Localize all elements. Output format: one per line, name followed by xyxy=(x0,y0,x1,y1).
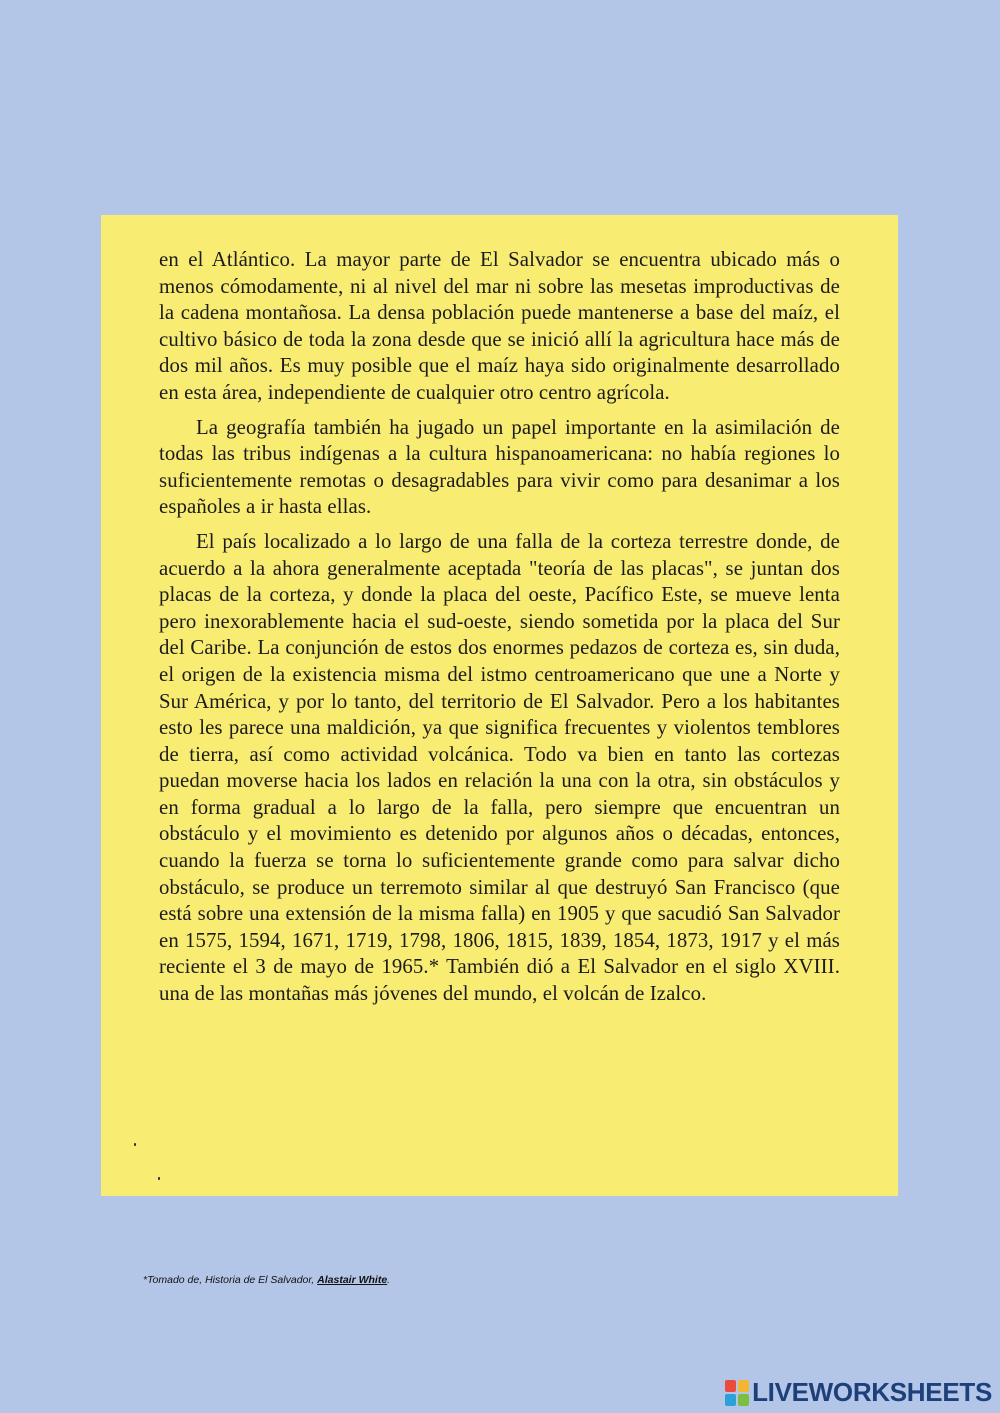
paragraph-plate-tectonics: El país localizado a lo largo de una falla de la corteza terrestre donde, de acuerdo a la ahora generalmente aceptada "teoría de las placas", se juntan dos placas de la corteza, y donde la placa del oeste, Pacífico Este, se mueve lenta pero inexorablemente hacia el sud-oeste, siendo sometida por la placa del Sur del Caribe. La conjunción de estos dos enormes pedazos de corteza es, sin duda, el origen de la existencia misma del istmo centroamericano que une a Norte y Sur América, y por lo tanto, del territorio de El Salvador. Pero a los habitantes esto les parece una maldición, ya que significa frecuentes y violentos temblores de tierra, así como actividad volcánica. Todo va bien en tanto las cortezas puedan moverse hacia los lados en relación la una con la otra, sin obstáculos y en forma gradual a lo largo de la falla, pero siempre que encuentran un obstáculo y el movimiento es detenido por algunos años o décadas, entonces, cuando la fuerza se torna lo suficientemente grande como para salvar dicho obstáculo, se produce un terremoto similar al que destruyó San Francisco (que está sobre una extensión de la misma falla) en 1905 y que sacudió San Salvador en 1575, 1594, 1671, 1719, 1798, 1806, 1815, 1839, 1854, 1873, 1917 y el más reciente el 3 de mayo de 1965.* También dió a El Salvador en el siglo XVIII. una de las montañas más jóvenes del mundo, el volcán de Izalco. xyxy=(159,529,840,1006)
scanned-text-excerpt xyxy=(101,215,898,1196)
footnote-prefix: *Tomado de, Historia de El Salvador, xyxy=(143,1274,315,1286)
mark-cell xyxy=(725,1394,736,1406)
source-footnote xyxy=(143,1274,390,1286)
mark-cell xyxy=(738,1394,749,1406)
mark-cell xyxy=(738,1380,749,1392)
scan-speck xyxy=(158,1177,160,1180)
footnote-suffix: . xyxy=(387,1274,391,1286)
footnote-author-link[interactable]: Alastair White xyxy=(317,1274,388,1286)
mark-cell xyxy=(725,1380,736,1392)
liveworksheets-wordmark: LIVEWORKSHEETS xyxy=(752,1377,992,1407)
paragraph-geography: La geografía también ha jugado un papel importante en la asimilación de todas las tribus indígenas a la cultura hispanoamericana: no había regiones lo suficientemente remotas o desagradables para vivir como para desanimar a los españoles a ir hasta ellas. xyxy=(159,415,840,519)
scan-speck xyxy=(134,1143,136,1146)
paragraph-maize: en el Atlántico. La mayor parte de El Salvador se encuentra ubicado más o menos cómodamente, ni al nivel del mar ni sobre las mesetas improductivas de la cadena montañosa. La densa población puede mantenerse a base del maíz, el cultivo básico de toda la zona desde que se inició allí la agricultura hace más de dos mil años. Es muy posible que el maíz haya sido originalmente desarrollado en esta área, independiente de cualquier otro centro agrícola. xyxy=(159,248,840,404)
liveworksheets-mark-icon xyxy=(725,1380,749,1406)
liveworksheets-logo[interactable] xyxy=(725,1377,992,1408)
